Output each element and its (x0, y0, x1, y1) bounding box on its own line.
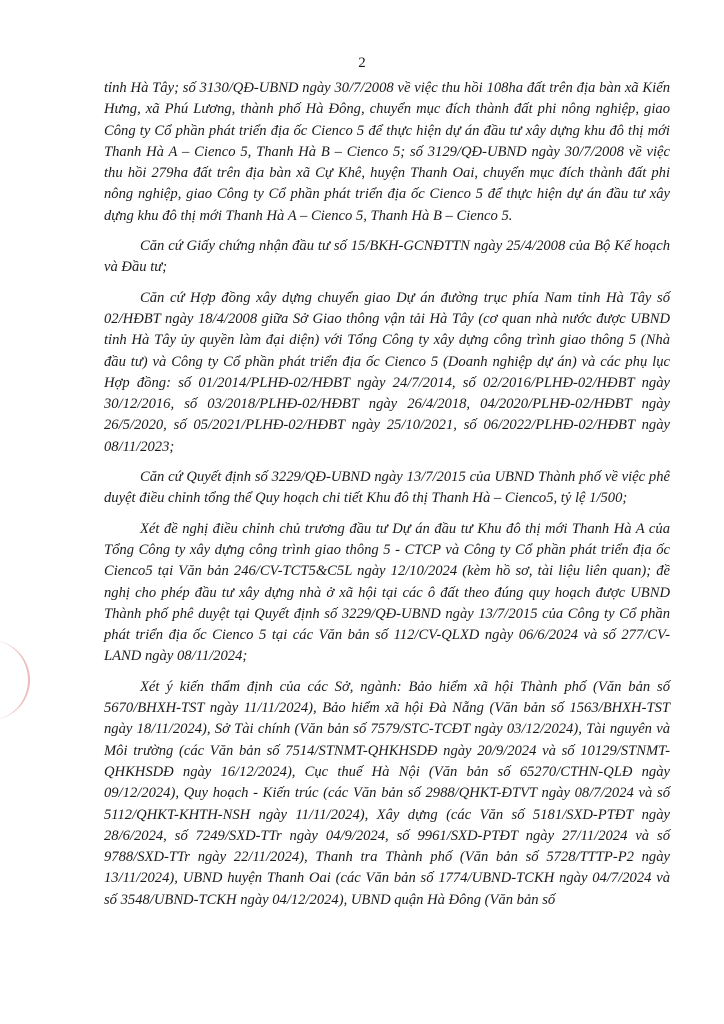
paragraph-continuation: tỉnh Hà Tây; số 3130/QĐ-UBND ngày 30/7/2008 về việc thu hồi 108ha đất trên địa bàn xã Kiến Hưng, xã Phú Lương, thành phố Hà Đông, chuyển mục đích thành đất phi nông nghiệp, giao Công ty Cổ phần phát triển địa ốc Cienco 5 để thực hiện dự án đầu tư xây dựng khu đô thị mới Thanh Hà A – Cienco 5, Thanh Hà B – Cienco 5; số 3129/QĐ-UBND ngày 30/7/2008 về việc thu hồi 279ha đất trên địa bàn xã Cự Khê, huyện Thanh Oai, chuyển mục đích thành đất phi nông nghiệp, giao Công ty Cổ phần phát triển địa ốc Cienco 5 để thực hiện dự án đầu tư xây dựng khu đô thị mới Thanh Hà A – Cienco 5, Thanh Hà B – Cienco 5. (104, 80, 670, 224)
page-number: 2 (358, 55, 366, 71)
document-body (104, 78, 670, 920)
paragraph-proposal: Xét đề nghị điều chỉnh chủ trương đầu tư Dự án đầu tư Khu đô thị mới Thanh Hà A của Tổng Công ty xây dựng công trình giao thông 5 - CTCP và Công ty Cổ phần phát triển địa ốc Cienco5 tại Văn bản 246/CV-TCT5&C5L ngày 12/10/2024 (kèm hồ sơ, tài liệu liên quan); đề nghị cho phép đầu tư xây dựng nhà ở xã hội tại các ô đất theo đúng quy hoạch được UBND Thành phố phê duyệt tại Quyết định số 3229/QĐ-UBND ngày 13/7/2015 của Công ty Cổ phần phát triển địa ốc Cienco 5 tại các Văn bản số 112/CV-QLXD ngày 06/6/2024 và số 277/CV-LAND ngày 08/11/2024; (104, 520, 670, 665)
paragraph-planning-decision: Căn cứ Quyết định số 3229/QĐ-UBND ngày 13/7/2015 của UBND Thành phố về việc phê duyệt điều chỉnh tổng thể Quy hoạch chi tiết Khu đô thị Thanh Hà – Cienco5, tỷ lệ 1/500; (104, 469, 670, 507)
paragraph-investment-certificate: Căn cứ Giấy chứng nhận đầu tư số 15/BKH-GCNĐTTN ngày 25/4/2008 của Bộ Kế hoạch và Đầu tư; (104, 238, 670, 276)
stamp-mark (0, 640, 30, 720)
paragraph-appraisal-opinions: Xét ý kiến thẩm định của các Sở, ngành: Bảo hiểm xã hội Thành phố (Văn bản số 5670/BHXH-TST ngày 11/11/2024), Bảo hiểm xã hội Đà Nẵng (Văn bản số 1563/BHXH-TST ngày 18/11/2024), Sở Tài chính (Văn bản số 7579/STC-TCĐT ngày 03/12/2024), Tài nguyên và Môi trường (các Văn bản số 7514/STNMT-QHKHSDĐ ngày 20/9/2024 và số 10129/STNMT-QHKHSDĐ ngày 16/12/2024), Cục thuế Hà Nội (Văn bản số 65270/CTHN-QLĐ ngày 09/12/2024), Quy hoạch - Kiến trúc (các Văn bản số 2988/QHKT-ĐTVT ngày 08/7/2024 và số 5112/QHKT-KHTH-NSH ngày 11/11/2024), Xây dựng (các Văn số 5181/SXD-PTĐT ngày 28/6/2024, số 7249/SXD-TTr ngày 04/9/2024, số 9961/SXD-PTĐT ngày 27/11/2024 và số 9788/SXD-TTr ngày 22/11/2024), Thanh tra Thành phố (Văn bản số 5728/TTTP-P2 ngày 13/11/2024), UBND huyện Thanh Oai (các Văn bản số 1774/UBND-TCKH ngày 04/7/2024 và số 3548/UBND-TCKH ngày 04/12/2024), UBND quận Hà Đông (Văn bản số (104, 678, 670, 908)
paragraph-bt-contract: Căn cứ Hợp đồng xây dựng chuyển giao Dự án đường trục phía Nam tỉnh Hà Tây số 02/HĐBT ngày 18/4/2008 giữa Sở Giao thông vận tải Hà Tây (cơ quan nhà nước được UBND tỉnh Hà Tây ủy quyền làm đại diện) với Tổng Công ty xây dựng công trình giao thông 5 (Nhà đầu tư) và Công ty Cổ phần phát triển địa ốc Cienco 5 (Doanh nghiệp dự án) và các phụ lục Hợp đồng: số 01/2014/PLHĐ-02/HĐBT ngày 24/7/2014, số 02/2016/PLHĐ-02/HĐBT ngày 30/12/2016, số 03/2018/PLHĐ-02/HĐBT ngày 26/4/2018, 04/2020/PLHĐ-02/HĐBT ngày 26/5/2020, số 05/2021/PLHĐ-02/HĐBT ngày 25/10/2021, số 06/2022/PLHĐ-02/HĐBT ngày 08/11/2023; (104, 289, 670, 455)
